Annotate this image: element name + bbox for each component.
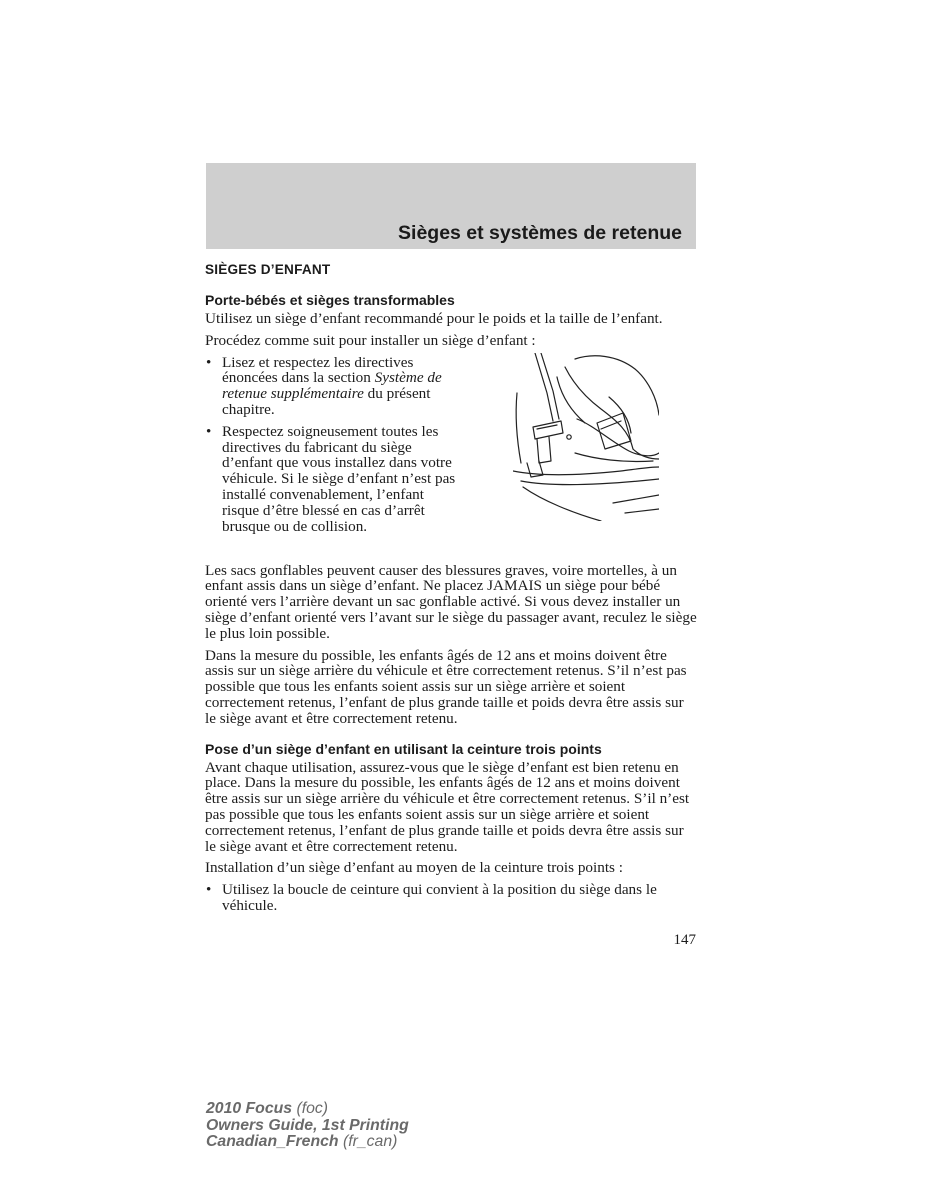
list-item xyxy=(205,882,697,914)
list-item xyxy=(205,355,460,418)
footer-line-model: 2010 Focus (foc) xyxy=(206,1100,329,1117)
bullet-list xyxy=(205,355,460,541)
print-footer xyxy=(206,1101,409,1151)
bullet3-text: Utilisez la boucle de ceinture qui convient à la position du siège dans le véhicule. xyxy=(222,881,657,914)
bullet1-section-reference: Système de retenue supplémentaire xyxy=(222,369,442,403)
chapter-header-band xyxy=(206,163,696,249)
seatbelt-buckle-illustration xyxy=(513,353,659,521)
subheading-three-point-belt: Pose d’un siège d’enfant en utilisant la ceinture trois points xyxy=(205,740,602,757)
paragraph-before-each-use: Avant chaque utilisation, assurez-vous que le siège d’enfant est bien retenu en place. Dans la mesure du possible, les enfants âgés de 12 ans et moins doivent être assis sur un siège arrière du véhicule et être correctement retenus. S’il n’est pas possible que tous les enfants soient assis sur un siège arrière et soient correctement retenus, l’enfant de plus grande taille et poids devra être assis sur le siège avant et être correctement retenu. xyxy=(205,758,690,855)
subheading-infant-seats: Porte-bébés et sièges transformables xyxy=(205,292,455,308)
list-item xyxy=(205,424,460,535)
footer-line-edition: Owners Guide, 1st Printing xyxy=(206,1116,409,1134)
paragraph-airbag-warning: Les sacs gonflables peuvent causer des blessures graves, voire mortelles, à un enfant assis dans un siège d’enfant. Ne placez JAMAIS un siège pour bébé orienté vers l’arrière devant un sac gonflable activé. Si vous devez installer un siège d’enfant orienté vers l’avant sur le siège du passager avant, reculez le siège le plus loin possible. xyxy=(205,561,697,642)
page-content xyxy=(205,262,697,920)
chapter-title: Sièges et systèmes de retenue xyxy=(398,222,682,244)
bullet1-text-start: Lisez et respectez les directives énoncées dans la section xyxy=(222,353,414,387)
bullets-with-illustration xyxy=(205,355,697,561)
page-number: 147 xyxy=(673,932,696,948)
paragraph-rear-seat-advice: Dans la mesure du possible, les enfants âgés de 12 ans et moins doivent être assis sur un siège arrière du véhicule et être correctement retenus. S’il n’est pas possible que tous les enfants soient assis sur un siège arrière et soient correctement retenus, l’enfant de plus grande taille et poids devra être assis sur le siège avant et être correctement retenu. xyxy=(205,646,687,727)
footer-line-language: Canadian_French (fr_can) xyxy=(206,1133,398,1150)
bullet2-text: Respectez soigneusement toutes les directives du fabricant du siège d’enfant que vous installez dans votre véhicule. Si le siège d’enfant n’est pas installé convenablement, l’enfant risque d’être blessé en cas d’arrêt brusque ou de collision. xyxy=(222,422,456,535)
paragraph-installation-intro: Installation d’un siège d’enfant au moyen de la ceinture trois points : xyxy=(205,859,623,877)
bullet1-text-end: du présent chapitre. xyxy=(222,385,431,418)
section-heading: SIÈGES D’ENFANT xyxy=(205,262,331,277)
paragraph-procedure-intro: Procédez comme suit pour installer un siège d’enfant : xyxy=(205,331,536,349)
paragraph-recommended-seat: Utilisez un siège d’enfant recommandé pour le poids et la taille de l’enfant. xyxy=(205,310,663,327)
